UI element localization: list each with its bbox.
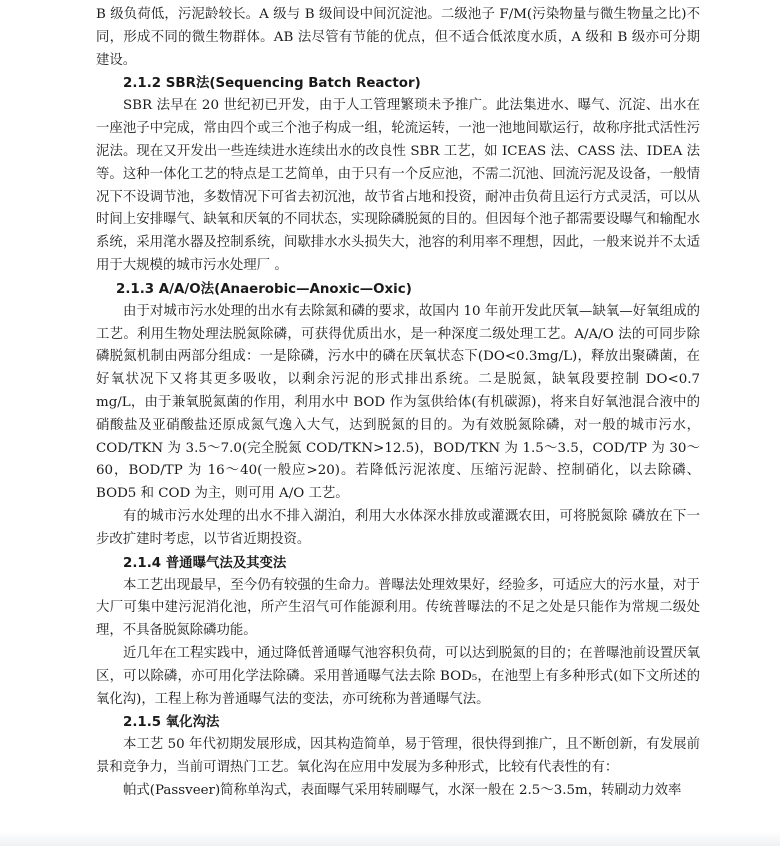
page-bottom-edge xyxy=(0,832,780,846)
section-heading-2-1-5: 2.1.5 氧化沟法 xyxy=(123,715,220,731)
section-heading-2-1-3: 2.1.3 A/A/O法(Anaerobic—Anoxic—Oxic) xyxy=(116,281,412,297)
section-heading-2-1-4: 2.1.4 普通曝气法及其变法 xyxy=(123,555,287,571)
paragraph-aeration-variants: 近几年在工程实践中，通过降低普通曝气池容积负荷，可以达到脱氮的目的；在普曝池前设置厌氧区，可以除磷，亦可用化学法除磷。采用普通曝气法去除 BOD₅，在池型上有多种形式(如下文所述的氧化沟)，工程上称为普通曝气法的变法，亦可统称为普通曝气法。 xyxy=(96,645,700,707)
section-heading-2-1-2: 2.1.2 SBR法(Sequencing Batch Reactor) xyxy=(123,76,421,92)
paragraph-conventional-aeration: 本工艺出现最早，至今仍有较强的生命力。普曝法处理效果好，经验多，可适应大的污水量，对于大厂可集中建污泥消化池，所产生沼气可作能源利用。传统普曝法的不足之处是只能作为常规二级处理，不具备脱氮除磷功能。 xyxy=(96,577,700,639)
paragraph-sbr: SBR 法早在 20 世纪初已开发，由于人工管理繁琐未予推广。此法集进水、曝气、沉淀、出水在一座池子中完成，常由四个或三个池子构成一组，轮流运转，一池一池地间歇运行，故称序批式活性污泥法。现在又开发出一些连续进水连续出水的改良性 SBR 工艺，如 ICEAS 法、CASS 法、IDEA 法等。这种一体化工艺的特点是工艺简单，由于只有一个反应池，不需二沉池、回流污泥及设备，一般情况下不设调节池，多数情况下可省去初沉池，故节省占地和投资，耐冲击负荷且运行方式灵活，可以从时间上安排曝气、缺氧和厌氧的不同状态，实现除磷脱氮的目的。但因每个池子都需要设曝气和输配水系统，采用滗水器及控制系统，间歇排水水头损失大，池容的利用率不理想，因此，一般来说并不太适用于大规模的城市污水处理厂 。 xyxy=(96,98,700,273)
paragraph-aao-note: 有的城市污水处理的出水不排入湖泊，利用大水体深水排放或灌溉农田，可将脱氮除 磷放在下一步改扩建时考虑，以节省近期投资。 xyxy=(96,508,700,547)
paragraph-aao: 由于对城市污水处理的出水有去除氮和磷的要求，故国内 10 年前开发此厌氧—缺氧—好氧组成的工艺。利用生物处理法脱氮除磷，可获得优质出水，是一种深度二级处理工艺。A/A/O 法的可同步除磷脱氮机制由两部分组成：一是除磷，污水中的磷在厌氧状态下(DO<0.3mg/L)，释放出聚磷菌，在好氧状况下又将其更多吸收，以剩余污泥的形式排出系统。二是脱氮，缺氧段要控制 DO<0.7 mg/L，由于兼氧脱氮菌的作用，利用水中 BOD 作为氢供给体(有机碳源)，将来自好氧池混合液中的硝酸盐及亚硝酸盐还原成氮气逸入大气，达到脱氮的目的。为有效脱氮除磷，对一般的城市污水，COD/TKN 为 3.5～7.0(完全脱氮 COD/TKN>12.5)，BOD/TKN 为 1.5～3.5，COD/TP 为 30～60，BOD/TP 为 16～40(一般应>20)。若降低污泥浓度、压缩污泥龄、控制硝化，以去除磷、BOD5 和 COD 为主，则可用 A/O 工艺。 xyxy=(96,303,700,502)
paragraph-ab-method-end: B 级负荷低，污泥龄较长。A 级与 B 级间设中间沉淀池。二级池子 F/M(污染物量与微生物量之比)不同，形成不同的微生物群体。AB 法尽管有节能的优点，但不适合低浓度水质，A 级和 B 级亦可分期建设。 xyxy=(96,7,700,68)
paragraph-passveer: 帕式(Passveer)简称单沟式，表面曝气采用转刷曝气，水深一般在 2.5～3.5m，转刷动力效率 xyxy=(123,782,682,798)
paragraph-oxidation-ditch: 本工艺 50 年代初期发展形成，因其构造简单，易于管理，很快得到推广，且不断创新，有发展前景和竞争力，当前可谓热门工艺。氧化沟在应用中发展为多种形式，比较有代表性的有： xyxy=(96,737,700,776)
